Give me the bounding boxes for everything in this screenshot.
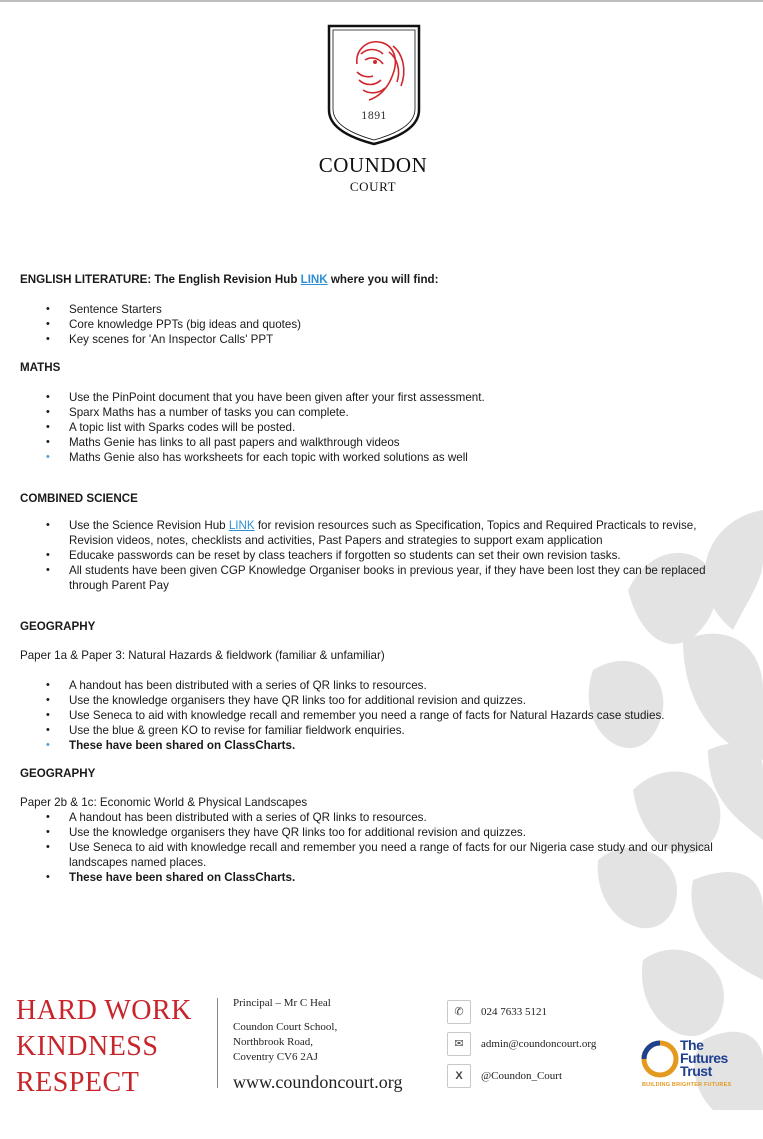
school-address: Coundon Court School, Northbrook Road, Coventry CV6 2AJ <box>233 1021 338 1063</box>
trust-tagline: BUILDING BRIGHTER FUTURES <box>642 1082 732 1088</box>
phone-number[interactable]: 024 7633 5121 <box>481 1006 547 1018</box>
english-list <box>20 302 725 347</box>
phone-icon: ✆ <box>447 1000 471 1024</box>
school-name: COUNDON <box>318 153 428 177</box>
trust-name: The Futures Trust <box>680 1037 728 1079</box>
email-address[interactable]: admin@coundoncourt.org <box>481 1038 597 1050</box>
x-logo-icon: X <box>447 1064 471 1088</box>
list-item: • Maths Genie has links to all past papers and walkthrough videos <box>69 435 725 450</box>
school-motto <box>16 993 192 1101</box>
list-item: • Use Seneca to aid with knowledge recall and remember you need a range of facts for Natural Hazards case studies. <box>69 708 725 723</box>
revision-content <box>20 272 725 885</box>
list-item: • Use the knowledge organisers they have QR links too for additional revision and quizzes. <box>69 825 725 840</box>
maths-list <box>20 390 725 465</box>
english-hub-link[interactable]: LINK <box>300 273 328 286</box>
geography-paper-1: Paper 1a & Paper 3: Natural Hazards & fieldwork (familiar & unfamiliar) <box>20 649 385 662</box>
list-item: • Maths Genie also has worksheets for each topic with worked solutions as well <box>69 450 725 465</box>
crest-year: 1891 <box>361 111 387 122</box>
list-item: • A handout has been distributed with a series of QR links to resources. <box>69 678 725 693</box>
principal-name: Principal – Mr C Heal <box>233 997 331 1009</box>
list-item: • All students have been given CGP Knowledge Organiser books in previous year, if they have been lost they can be replaced through Parent Pay <box>69 563 725 593</box>
list-item: • Sparx Maths has a number of tasks you can complete. <box>69 405 725 420</box>
list-item: • These have been shared on ClassCharts. <box>69 738 725 753</box>
top-rule <box>0 0 763 2</box>
list-item: • A handout has been distributed with a series of QR links to resources. <box>69 810 725 825</box>
maths-heading: MATHS <box>20 361 61 374</box>
list-item: • A topic list with Sparks codes will be posted. <box>69 420 725 435</box>
geography-list-2 <box>20 810 725 885</box>
geography-heading-1: GEOGRAPHY <box>20 620 96 633</box>
motto-line: RESPECT <box>16 1067 140 1098</box>
social-handle[interactable]: @Coundon_Court <box>481 1070 563 1082</box>
list-item: • Sentence Starters <box>69 302 725 317</box>
list-item: • Educake passwords can be reset by class teachers if forgotten so students can set their own revision tasks. <box>69 548 725 563</box>
english-heading: ENGLISH LITERATURE: The English Revision Hub LINK where you will find: <box>20 273 439 286</box>
list-item: • Use the PinPoint document that you have been given after your first assessment. <box>69 390 725 405</box>
website-link[interactable]: www.coundoncourt.org <box>233 1072 403 1092</box>
list-item: • Key scenes for 'An Inspector Calls' PPT <box>69 332 725 347</box>
geography-heading-2: GEOGRAPHY <box>20 767 96 780</box>
email-icon: ✉ <box>447 1032 471 1056</box>
list-item: • Core knowledge PPTs (big ideas and quotes) <box>69 317 725 332</box>
motto-line: HARD WORK <box>16 995 192 1026</box>
list-item: • Use Seneca to aid with knowledge recall and remember you need a range of facts for our Nigeria case study and our physical landscapes named places. <box>69 840 725 870</box>
school-crest-logo <box>327 24 421 146</box>
geography-list-1 <box>20 678 725 753</box>
list-item: • These have been shared on ClassCharts. <box>69 870 725 885</box>
list-item: • Use the Science Revision Hub LINK for revision resources such as Specification, Topics and Required Practicals to revise, Revision videos, notes, checklists and activities, Past Papers and strategies to support exam application <box>69 518 725 548</box>
geography-paper-2: Paper 2b & 1c: Economic World & Physical Landscapes <box>20 796 308 809</box>
footer-divider <box>217 998 218 1088</box>
school-subname: COURT <box>349 179 397 194</box>
list-item: • Use the blue & green KO to revise for familiar fieldwork enquiries. <box>69 723 725 738</box>
motto-line: KINDNESS <box>16 1031 159 1062</box>
science-hub-link[interactable]: LINK <box>228 519 255 532</box>
list-item: • Use the knowledge organisers they have QR links too for additional revision and quizzes. <box>69 693 725 708</box>
science-list <box>20 518 725 593</box>
science-heading: COMBINED SCIENCE <box>20 492 138 505</box>
